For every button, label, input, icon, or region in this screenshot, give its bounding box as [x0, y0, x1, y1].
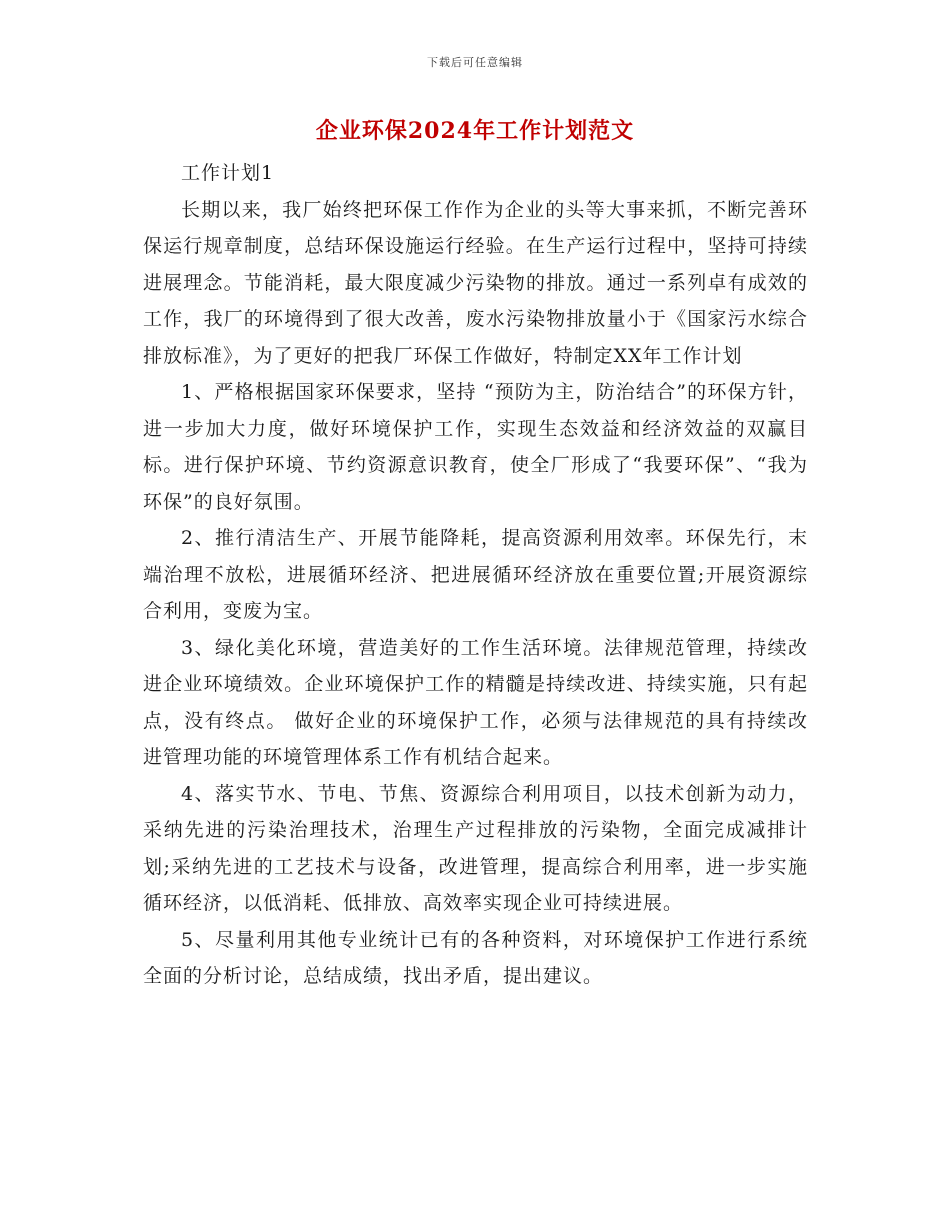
- paragraph-intro: 长期以来，我厂始终把环保工作作为企业的头等大事来抓，不断完善环保运行规章制度，总结环保设施运行经验。在生产运行过程中，坚持可持续进展理念。节能消耗，最大限度减少污染物的排放。通过一系列卓有成效的工作，我厂的环境得到了很大改善，废水污染物排放量小于《国家污水综合排放标准》，为了更好的把我厂环保工作做好，特制定XX年工作计划: [143, 198, 808, 367]
- paragraph-item-1: 1、严格根据国家环保要求，坚持 “预防为主，防治结合”的环保方针，进一步加大力度，做好环境保护工作，实现生态效益和经济效益的双赢目标。进行保护环境、节约资源意识教育，使全厂形成了“我要环保”、“我为环保”的良好氛围。: [143, 381, 808, 513]
- paragraph-item-4: 4、落实节水、节电、节焦、资源综合利用项目，以技术创新为动力，采纳先进的污染治理技术，治理生产过程排放的污染物，全面完成减排计划;采纳先进的工艺技术与设备，改进管理，提高综合利用率，进一步实施循环经济，以低消耗、低排放、高效率实现企业可持续进展。: [143, 782, 808, 914]
- paragraph-item-2: 2、推行清洁生产、开展节能降耗，提高资源利用效率。环保先行，末端治理不放松，进展循环经济、把进展循环经济放在重要位置;开展资源综合利用，变废为宝。: [143, 527, 808, 622]
- header-note: 下载后可任意编辑: [427, 56, 523, 69]
- document-title: 企业环保2024年工作计划范文: [315, 118, 635, 144]
- subheading: 工作计划1: [181, 162, 275, 184]
- paragraph-item-5: 5、尽量利用其他专业统计已有的各种资料，对环境保护工作进行系统全面的分析讨论，总结成绩，找出矛盾，提出建议。: [143, 928, 808, 987]
- paragraph-item-3: 3、绿化美化环境，营造美好的工作生活环境。法律规范管理，持续改进企业环境绩效。企业环境保护工作的精髓是持续改进、持续实施，只有起点，没有终点。 做好企业的环境保护工作，必须与法律规范的具有持续改进管理功能的环境管理体系工作有机结合起来。: [143, 636, 808, 768]
- document-body: [143, 155, 808, 995]
